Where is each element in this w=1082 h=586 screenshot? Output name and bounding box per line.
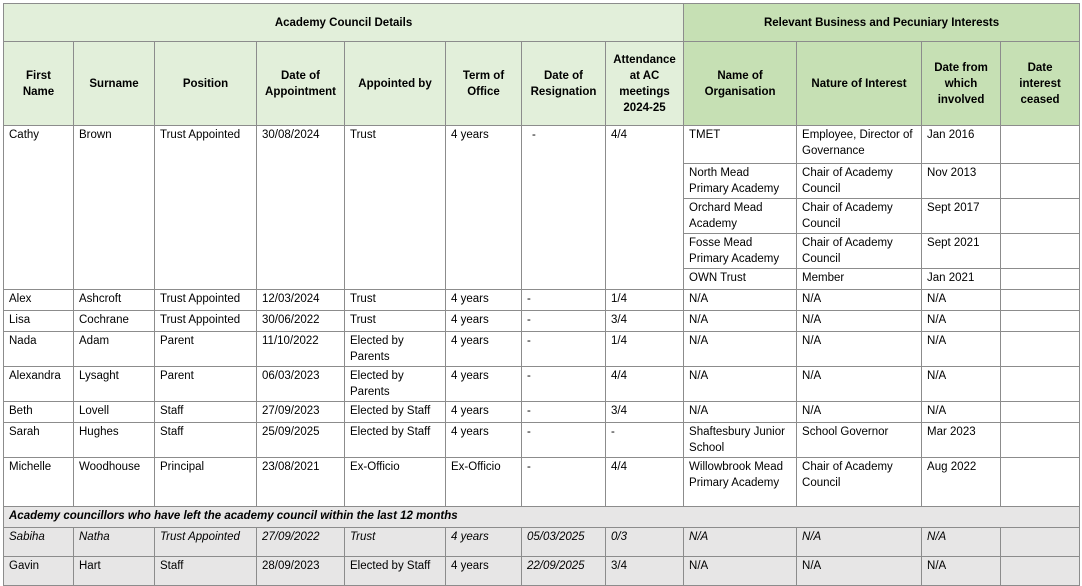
col-header-attendance: Attendance at AC meetings 2024-25 bbox=[606, 42, 684, 126]
cell-appointed-by: Elected by Staff bbox=[345, 423, 446, 458]
cell-nature: Chair of Academy Council bbox=[797, 164, 922, 199]
cell-surname: Lysaght bbox=[74, 367, 155, 402]
cell-term-of-office: 4 years bbox=[446, 290, 522, 311]
cell-date-from: Aug 2022 bbox=[922, 458, 1001, 507]
col-header-date-of-appointment: Date of Appointment bbox=[257, 42, 345, 126]
cell-organisation: N/A bbox=[684, 311, 797, 332]
cell-date-of-appointment: 27/09/2022 bbox=[257, 528, 345, 557]
cell-term-of-office: 4 years bbox=[446, 423, 522, 458]
academy-council-table bbox=[3, 3, 1080, 586]
cell-attendance: 3/4 bbox=[606, 402, 684, 423]
cell-date-from: N/A bbox=[922, 367, 1001, 402]
cell-first-name: Alex bbox=[4, 290, 74, 311]
cell-date-from: N/A bbox=[922, 528, 1001, 557]
cell-nature: Chair of Academy Council bbox=[797, 199, 922, 234]
table-row bbox=[4, 332, 1080, 367]
cell-date-from: Nov 2013 bbox=[922, 164, 1001, 199]
cell-date-from: Sept 2017 bbox=[922, 199, 1001, 234]
col-header-first-name: First Name bbox=[4, 42, 74, 126]
table-row bbox=[4, 458, 1080, 507]
cell-date-of-appointment: 30/06/2022 bbox=[257, 311, 345, 332]
cell-appointed-by: Trust bbox=[345, 126, 446, 290]
cell-position: Trust Appointed bbox=[155, 126, 257, 290]
cell-date-ceased bbox=[1001, 402, 1080, 423]
cell-first-name: Michelle bbox=[4, 458, 74, 507]
cell-organisation: N/A bbox=[684, 402, 797, 423]
cell-date-from: N/A bbox=[922, 402, 1001, 423]
col-header-nature-of-interest: Nature of Interest bbox=[797, 42, 922, 126]
cell-date-ceased bbox=[1001, 332, 1080, 367]
cell-surname: Natha bbox=[74, 528, 155, 557]
cell-attendance: 4/4 bbox=[606, 458, 684, 507]
col-header-date-from: Date from which involved bbox=[922, 42, 1001, 126]
cell-date-ceased bbox=[1001, 528, 1080, 557]
cell-term-of-office: 4 years bbox=[446, 557, 522, 586]
cell-attendance: 3/4 bbox=[606, 311, 684, 332]
cell-date-ceased bbox=[1001, 234, 1080, 269]
cell-first-name: Lisa bbox=[4, 311, 74, 332]
cell-surname: Brown bbox=[74, 126, 155, 290]
cell-attendance: 0/3 bbox=[606, 528, 684, 557]
cell-attendance: 4/4 bbox=[606, 126, 684, 290]
cell-date-from: Mar 2023 bbox=[922, 423, 1001, 458]
cell-position: Principal bbox=[155, 458, 257, 507]
cell-date-of-resignation: - bbox=[522, 458, 606, 507]
cell-nature: Chair of Academy Council bbox=[797, 234, 922, 269]
left-section-row bbox=[4, 507, 1080, 528]
cell-date-from: N/A bbox=[922, 557, 1001, 586]
cell-attendance: 1/4 bbox=[606, 290, 684, 311]
cell-position: Parent bbox=[155, 332, 257, 367]
cell-appointed-by: Ex-Officio bbox=[345, 458, 446, 507]
cell-position: Staff bbox=[155, 423, 257, 458]
cell-date-from: N/A bbox=[922, 332, 1001, 367]
cell-position: Trust Appointed bbox=[155, 528, 257, 557]
cell-organisation: N/A bbox=[684, 528, 797, 557]
cell-date-of-resignation: - bbox=[522, 126, 606, 290]
cell-term-of-office: 4 years bbox=[446, 367, 522, 402]
cell-term-of-office: Ex-Officio bbox=[446, 458, 522, 507]
cell-appointed-by: Elected by Parents bbox=[345, 332, 446, 367]
left-section-title: Academy councillors who have left the academy council within the last 12 months bbox=[4, 507, 1080, 528]
cell-appointed-by: Trust bbox=[345, 528, 446, 557]
cell-organisation: OWN Trust bbox=[684, 269, 797, 290]
cell-date-ceased bbox=[1001, 290, 1080, 311]
cell-date-ceased bbox=[1001, 557, 1080, 586]
cell-position: Parent bbox=[155, 367, 257, 402]
cell-term-of-office: 4 years bbox=[446, 528, 522, 557]
cell-appointed-by: Elected by Parents bbox=[345, 367, 446, 402]
cell-date-ceased bbox=[1001, 311, 1080, 332]
cell-date-from: Jan 2016 bbox=[922, 126, 1001, 164]
cell-nature: N/A bbox=[797, 367, 922, 402]
col-header-position: Position bbox=[155, 42, 257, 126]
cell-nature: Chair of Academy Council bbox=[797, 458, 922, 507]
table-row bbox=[4, 402, 1080, 423]
col-header-term-of-office: Term of Office bbox=[446, 42, 522, 126]
cell-surname: Lovell bbox=[74, 402, 155, 423]
cell-surname: Hart bbox=[74, 557, 155, 586]
cell-date-ceased bbox=[1001, 164, 1080, 199]
cell-first-name: Gavin bbox=[4, 557, 74, 586]
table-row bbox=[4, 126, 1080, 164]
col-header-name-of-organisation: Name of Organisation bbox=[684, 42, 797, 126]
cell-first-name: Sabiha bbox=[4, 528, 74, 557]
cell-date-from: Sept 2021 bbox=[922, 234, 1001, 269]
cell-first-name: Alexandra bbox=[4, 367, 74, 402]
table-row bbox=[4, 290, 1080, 311]
cell-organisation: Fosse Mead Primary Academy bbox=[684, 234, 797, 269]
cell-date-of-appointment: 30/08/2024 bbox=[257, 126, 345, 290]
cell-surname: Hughes bbox=[74, 423, 155, 458]
cell-date-of-appointment: 06/03/2023 bbox=[257, 367, 345, 402]
cell-appointed-by: Trust bbox=[345, 311, 446, 332]
cell-date-of-appointment: 23/08/2021 bbox=[257, 458, 345, 507]
cell-date-from: Jan 2021 bbox=[922, 269, 1001, 290]
cell-term-of-office: 4 years bbox=[446, 126, 522, 290]
table-row bbox=[4, 423, 1080, 458]
group-header-council: Academy Council Details bbox=[4, 4, 684, 42]
cell-attendance: - bbox=[606, 423, 684, 458]
col-header-surname: Surname bbox=[74, 42, 155, 126]
cell-nature: Employee, Director of Governance bbox=[797, 126, 922, 164]
cell-surname: Ashcroft bbox=[74, 290, 155, 311]
cell-organisation: N/A bbox=[684, 290, 797, 311]
cell-date-of-resignation: - bbox=[522, 423, 606, 458]
cell-attendance: 3/4 bbox=[606, 557, 684, 586]
cell-organisation: TMET bbox=[684, 126, 797, 164]
cell-date-of-resignation: - bbox=[522, 332, 606, 367]
cell-term-of-office: 4 years bbox=[446, 402, 522, 423]
cell-nature: N/A bbox=[797, 290, 922, 311]
cell-appointed-by: Trust bbox=[345, 290, 446, 311]
cell-surname: Cochrane bbox=[74, 311, 155, 332]
table-row bbox=[4, 528, 1080, 557]
cell-first-name: Beth bbox=[4, 402, 74, 423]
cell-surname: Adam bbox=[74, 332, 155, 367]
cell-position: Trust Appointed bbox=[155, 311, 257, 332]
table-row bbox=[4, 557, 1080, 586]
cell-date-of-appointment: 11/10/2022 bbox=[257, 332, 345, 367]
cell-date-of-resignation: - bbox=[522, 402, 606, 423]
cell-nature: N/A bbox=[797, 557, 922, 586]
cell-date-ceased bbox=[1001, 423, 1080, 458]
cell-nature: N/A bbox=[797, 402, 922, 423]
cell-surname: Woodhouse bbox=[74, 458, 155, 507]
cell-term-of-office: 4 years bbox=[446, 311, 522, 332]
cell-date-of-resignation: - bbox=[522, 311, 606, 332]
cell-organisation: Orchard Mead Academy bbox=[684, 199, 797, 234]
col-header-date-of-resignation: Date of Resignation bbox=[522, 42, 606, 126]
cell-date-of-resignation: - bbox=[522, 367, 606, 402]
cell-organisation: N/A bbox=[684, 332, 797, 367]
cell-nature: School Governor bbox=[797, 423, 922, 458]
cell-nature: N/A bbox=[797, 332, 922, 367]
cell-date-of-appointment: 25/09/2025 bbox=[257, 423, 345, 458]
cell-first-name: Nada bbox=[4, 332, 74, 367]
cell-organisation: Willowbrook Mead Primary Academy bbox=[684, 458, 797, 507]
table-row bbox=[4, 367, 1080, 402]
group-header-interests: Relevant Business and Pecuniary Interests bbox=[684, 4, 1080, 42]
cell-date-from: N/A bbox=[922, 311, 1001, 332]
cell-term-of-office: 4 years bbox=[446, 332, 522, 367]
cell-date-ceased bbox=[1001, 367, 1080, 402]
cell-date-of-appointment: 28/09/2023 bbox=[257, 557, 345, 586]
cell-appointed-by: Elected by Staff bbox=[345, 402, 446, 423]
cell-date-ceased bbox=[1001, 199, 1080, 234]
cell-organisation: North Mead Primary Academy bbox=[684, 164, 797, 199]
cell-nature: Member bbox=[797, 269, 922, 290]
col-header-appointed-by: Appointed by bbox=[345, 42, 446, 126]
cell-appointed-by: Elected by Staff bbox=[345, 557, 446, 586]
cell-date-ceased bbox=[1001, 458, 1080, 507]
cell-date-of-appointment: 27/09/2023 bbox=[257, 402, 345, 423]
cell-date-from: N/A bbox=[922, 290, 1001, 311]
cell-organisation: Shaftesbury Junior School bbox=[684, 423, 797, 458]
cell-organisation: N/A bbox=[684, 367, 797, 402]
cell-attendance: 4/4 bbox=[606, 367, 684, 402]
cell-attendance: 1/4 bbox=[606, 332, 684, 367]
cell-date-of-appointment: 12/03/2024 bbox=[257, 290, 345, 311]
cell-date-of-resignation: 05/03/2025 bbox=[522, 528, 606, 557]
cell-organisation: N/A bbox=[684, 557, 797, 586]
cell-date-of-resignation: 22/09/2025 bbox=[522, 557, 606, 586]
cell-date-ceased bbox=[1001, 126, 1080, 164]
cell-nature: N/A bbox=[797, 528, 922, 557]
cell-position: Trust Appointed bbox=[155, 290, 257, 311]
table-row bbox=[4, 311, 1080, 332]
cell-date-of-resignation: - bbox=[522, 290, 606, 311]
cell-first-name: Cathy bbox=[4, 126, 74, 290]
col-header-date-ceased: Date interest ceased bbox=[1001, 42, 1080, 126]
cell-date-ceased bbox=[1001, 269, 1080, 290]
cell-first-name: Sarah bbox=[4, 423, 74, 458]
cell-nature: N/A bbox=[797, 311, 922, 332]
cell-position: Staff bbox=[155, 402, 257, 423]
cell-position: Staff bbox=[155, 557, 257, 586]
